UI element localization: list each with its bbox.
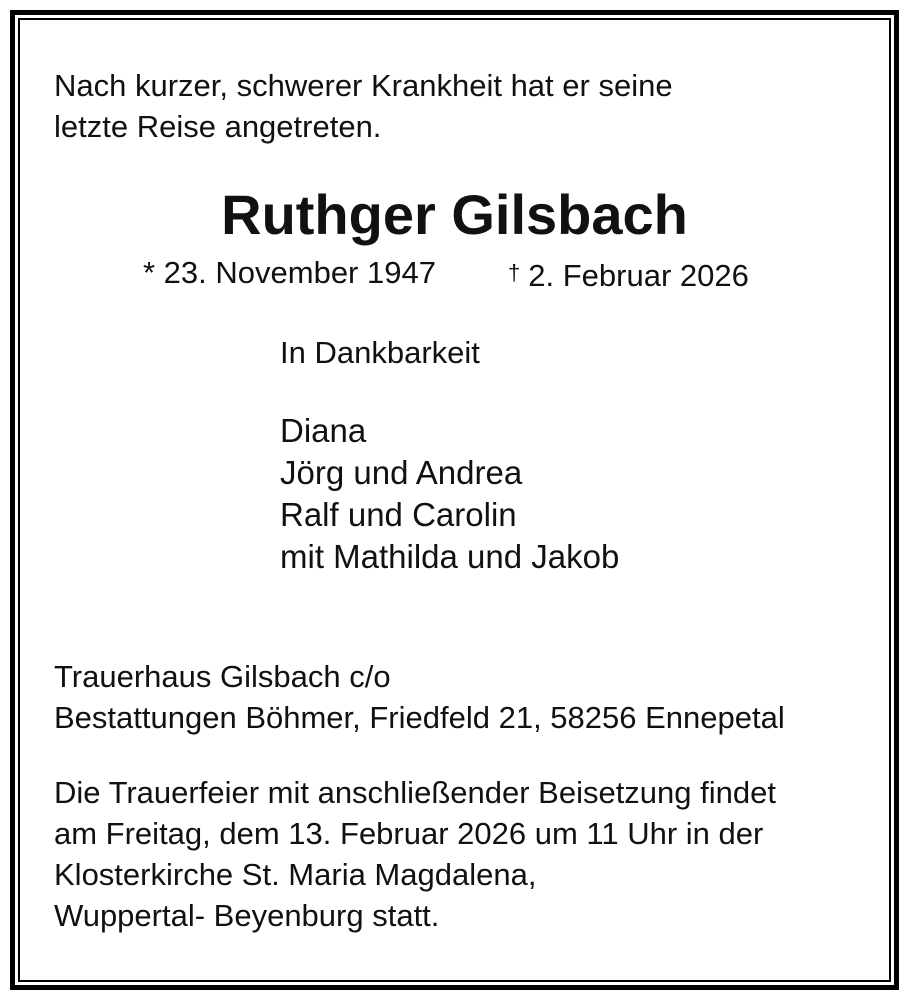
family-list [280,410,619,578]
thanks-line: In Dankbarkeit [280,335,480,370]
deceased-name: Ruthger Gilsbach [221,183,688,246]
death-date-line [508,252,749,296]
address-line-2: Bestattungen Böhmer, Friedfeld 21, 58256 Ennepetal [54,700,785,735]
ceremony-line: Wuppertal- Beyenburg statt. [54,898,440,933]
address-line-1: Trauerhaus Gilsbach c/o [54,659,391,694]
ceremony-info [54,772,776,936]
death-date: 2. Februar 2026 [528,258,749,293]
family-member: mit Mathilda und Jakob [280,538,620,575]
family-member: Diana [280,412,367,449]
mourning-address [54,656,785,738]
birth-date: * 23. November 1947 [143,255,436,290]
ceremony-line: Die Trauerfeier mit anschließender Beisetzung findet [54,775,776,810]
intro-line-2: letzte Reise angetreten. [54,109,382,144]
ceremony-line: am Freitag, dem 13. Februar 2026 um 11 Uhr in der [54,816,764,851]
cross-icon: † [508,260,521,285]
ceremony-line: Klosterkirche St. Maria Magdalena, [54,857,537,892]
intro-text [54,65,673,147]
family-member: Jörg und Andrea [280,454,523,491]
intro-line-1: Nach kurzer, schwerer Krankheit hat er seine [54,68,673,103]
family-member: Ralf und Carolin [280,496,517,533]
